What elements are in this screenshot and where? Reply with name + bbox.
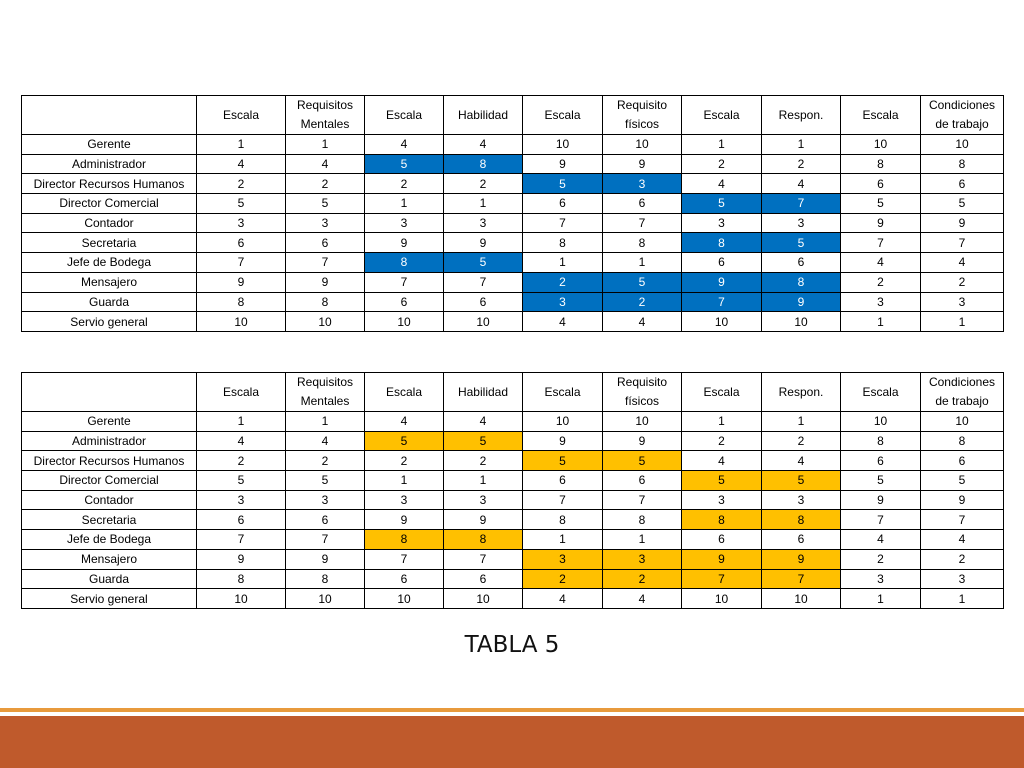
table-row [22,233,1004,253]
header-cell: Habilidad [444,373,523,412]
row-label-cell: Secretaria [22,510,197,530]
value-cell: 1 [921,312,1004,332]
value-cell: 8 [603,510,682,530]
row-label-cell: Gerente [22,135,197,155]
value-cell: 9 [841,213,921,233]
value-cell: 1 [841,312,921,332]
value-cell: 7 [921,510,1004,530]
value-cell: 7 [444,272,523,292]
value-cell: 2 [921,272,1004,292]
value-cell: 3 [286,213,365,233]
value-cell: 3 [762,490,841,510]
value-cell: 9 [921,490,1004,510]
value-cell: 9 [762,292,841,312]
value-cell: 2 [682,431,762,451]
table-header [22,96,1004,135]
value-cell: 6 [762,530,841,550]
value-cell: 3 [365,490,444,510]
value-cell: 9 [197,272,286,292]
value-cell: 2 [921,549,1004,569]
table-row [22,135,1004,155]
value-cell: 6 [762,253,841,273]
value-cell: 6 [841,451,921,471]
row-label-cell: Contador [22,490,197,510]
value-cell: 7 [365,549,444,569]
value-cell: 6 [523,471,603,491]
value-cell: 1 [197,135,286,155]
value-cell: 9 [921,213,1004,233]
value-cell: 6 [197,510,286,530]
value-cell: 5 [603,451,682,471]
value-cell: 6 [921,451,1004,471]
value-cell: 3 [603,174,682,194]
table-row [22,471,1004,491]
header-cell: Requisito físicos [603,96,682,135]
value-cell: 9 [286,272,365,292]
value-cell: 2 [841,272,921,292]
row-label-cell: Administrador [22,431,197,451]
value-cell: 8 [682,510,762,530]
value-cell: 8 [365,530,444,550]
value-cell: 1 [841,589,921,609]
table-row [22,569,1004,589]
value-cell: 5 [365,154,444,174]
value-cell: 8 [197,292,286,312]
value-cell: 5 [841,471,921,491]
evaluation-table-adjusted [21,372,1004,609]
row-label-cell: Director Comercial [22,471,197,491]
row-label-cell: Guarda [22,292,197,312]
value-cell: 4 [197,154,286,174]
row-label-cell: Contador [22,213,197,233]
value-cell: 7 [682,292,762,312]
value-cell: 3 [197,213,286,233]
value-cell: 8 [841,431,921,451]
value-cell: 10 [286,312,365,332]
footer-accent-line [0,708,1024,712]
value-cell: 5 [523,174,603,194]
value-cell: 5 [444,431,523,451]
header-cell: Requisitos Mentales [286,373,365,412]
table-row [22,174,1004,194]
row-label-cell: Jefe de Bodega [22,530,197,550]
row-label-cell: Director Comercial [22,194,197,214]
value-cell: 10 [682,589,762,609]
header-cell: Escala [197,96,286,135]
evaluation-table-original [21,95,1004,332]
value-cell: 4 [603,312,682,332]
value-cell: 5 [444,253,523,273]
value-cell: 8 [197,569,286,589]
table-row [22,412,1004,432]
value-cell: 9 [603,431,682,451]
header-cell-blank [22,373,197,412]
value-cell: 3 [762,213,841,233]
table-row [22,530,1004,550]
value-cell: 4 [682,174,762,194]
footer-band [0,716,1024,768]
header-cell: Respon. [762,373,841,412]
value-cell: 7 [444,549,523,569]
value-cell: 7 [682,569,762,589]
table-row [22,589,1004,609]
value-cell: 1 [921,589,1004,609]
table-row [22,312,1004,332]
table-row [22,272,1004,292]
value-cell: 5 [286,194,365,214]
value-cell: 7 [286,530,365,550]
value-cell: 6 [444,292,523,312]
value-cell: 8 [523,233,603,253]
row-label-cell: Mensajero [22,272,197,292]
header-cell: Escala [523,96,603,135]
value-cell: 10 [603,412,682,432]
value-cell: 9 [523,154,603,174]
header-cell: Escala [365,96,444,135]
value-cell: 5 [762,471,841,491]
value-cell: 9 [365,233,444,253]
value-cell: 10 [841,412,921,432]
value-cell: 1 [523,530,603,550]
value-cell: 8 [603,233,682,253]
value-cell: 5 [286,471,365,491]
value-cell: 8 [682,233,762,253]
row-label-cell: Mensajero [22,549,197,569]
value-cell: 1 [197,412,286,432]
header-cell: Condiciones de trabajo [921,373,1004,412]
slide-caption: TABLA 5 [464,632,560,658]
value-cell: 1 [682,412,762,432]
value-cell: 1 [444,471,523,491]
value-cell: 2 [444,451,523,471]
value-cell: 6 [286,510,365,530]
header-cell: Escala [197,373,286,412]
value-cell: 4 [365,135,444,155]
value-cell: 7 [523,490,603,510]
value-cell: 8 [841,154,921,174]
value-cell: 8 [444,154,523,174]
value-cell: 3 [921,569,1004,589]
value-cell: 10 [444,589,523,609]
value-cell: 2 [197,174,286,194]
row-label-cell: Director Recursos Humanos [22,174,197,194]
value-cell: 9 [603,154,682,174]
header-cell-blank [22,96,197,135]
header-cell: Respon. [762,96,841,135]
row-label-cell: Servio general [22,312,197,332]
value-cell: 3 [921,292,1004,312]
table-row [22,194,1004,214]
value-cell: 2 [523,569,603,589]
value-cell: 9 [841,490,921,510]
value-cell: 7 [197,253,286,273]
value-cell: 3 [682,213,762,233]
value-cell: 7 [523,213,603,233]
value-cell: 10 [841,135,921,155]
value-cell: 3 [444,213,523,233]
value-cell: 3 [286,490,365,510]
value-cell: 10 [682,312,762,332]
value-cell: 8 [523,510,603,530]
value-cell: 9 [286,549,365,569]
value-cell: 2 [365,451,444,471]
value-cell: 1 [444,194,523,214]
value-cell: 4 [762,451,841,471]
value-cell: 3 [365,213,444,233]
value-cell: 10 [523,135,603,155]
value-cell: 4 [921,530,1004,550]
value-cell: 5 [365,431,444,451]
value-cell: 2 [762,154,841,174]
header-cell: Escala [365,373,444,412]
value-cell: 7 [841,233,921,253]
value-cell: 4 [444,135,523,155]
value-cell: 1 [603,530,682,550]
row-label-cell: Director Recursos Humanos [22,451,197,471]
row-label-cell: Administrador [22,154,197,174]
value-cell: 3 [603,549,682,569]
value-cell: 7 [762,194,841,214]
value-cell: 9 [682,549,762,569]
value-cell: 4 [444,412,523,432]
value-cell: 1 [603,253,682,273]
value-cell: 9 [682,272,762,292]
table-row [22,451,1004,471]
table-row [22,510,1004,530]
value-cell: 2 [523,272,603,292]
row-label-cell: Secretaria [22,233,197,253]
value-cell: 2 [286,451,365,471]
value-cell: 4 [523,589,603,609]
header-cell: Requisitos Mentales [286,96,365,135]
value-cell: 1 [286,135,365,155]
value-cell: 6 [365,292,444,312]
value-cell: 4 [603,589,682,609]
value-cell: 5 [921,194,1004,214]
value-cell: 6 [603,194,682,214]
value-cell: 2 [603,292,682,312]
value-cell: 2 [841,549,921,569]
value-cell: 6 [682,253,762,273]
value-cell: 3 [682,490,762,510]
row-label-cell: Guarda [22,569,197,589]
value-cell: 1 [365,471,444,491]
header-cell: Escala [682,96,762,135]
header-cell: Escala [841,96,921,135]
value-cell: 6 [523,194,603,214]
row-label-cell: Jefe de Bodega [22,253,197,273]
value-cell: 7 [197,530,286,550]
value-cell: 6 [841,174,921,194]
value-cell: 7 [365,272,444,292]
value-cell: 4 [682,451,762,471]
value-cell: 6 [365,569,444,589]
table-row [22,549,1004,569]
value-cell: 3 [841,569,921,589]
value-cell: 4 [286,154,365,174]
value-cell: 3 [523,292,603,312]
value-cell: 3 [444,490,523,510]
table-row [22,431,1004,451]
value-cell: 5 [682,194,762,214]
row-label-cell: Gerente [22,412,197,432]
value-cell: 6 [682,530,762,550]
value-cell: 8 [762,272,841,292]
value-cell: 3 [197,490,286,510]
header-cell: Escala [682,373,762,412]
value-cell: 2 [365,174,444,194]
value-cell: 6 [197,233,286,253]
value-cell: 10 [921,412,1004,432]
value-cell: 2 [197,451,286,471]
value-cell: 5 [921,471,1004,491]
value-cell: 2 [762,431,841,451]
value-cell: 4 [841,530,921,550]
table-row [22,213,1004,233]
value-cell: 5 [762,233,841,253]
value-cell: 10 [197,589,286,609]
row-label-cell: Servio general [22,589,197,609]
value-cell: 6 [286,233,365,253]
value-cell: 9 [444,510,523,530]
value-cell: 6 [444,569,523,589]
value-cell: 4 [762,174,841,194]
value-cell: 8 [444,530,523,550]
value-cell: 10 [365,589,444,609]
value-cell: 1 [762,412,841,432]
value-cell: 2 [286,174,365,194]
value-cell: 8 [921,154,1004,174]
value-cell: 6 [603,471,682,491]
value-cell: 7 [286,253,365,273]
value-cell: 3 [523,549,603,569]
value-cell: 5 [197,194,286,214]
table-header [22,373,1004,412]
header-cell: Escala [841,373,921,412]
value-cell: 9 [197,549,286,569]
value-cell: 9 [444,233,523,253]
value-cell: 5 [197,471,286,491]
value-cell: 1 [365,194,444,214]
value-cell: 1 [523,253,603,273]
value-cell: 10 [444,312,523,332]
table-row [22,253,1004,273]
value-cell: 7 [762,569,841,589]
value-cell: 10 [603,135,682,155]
value-cell: 7 [603,213,682,233]
table-row [22,154,1004,174]
value-cell: 10 [762,312,841,332]
value-cell: 4 [921,253,1004,273]
table-row [22,292,1004,312]
value-cell: 1 [762,135,841,155]
value-cell: 2 [444,174,523,194]
value-cell: 1 [286,412,365,432]
value-cell: 5 [682,471,762,491]
value-cell: 8 [286,292,365,312]
value-cell: 4 [523,312,603,332]
header-cell: Condiciones de trabajo [921,96,1004,135]
table-row [22,490,1004,510]
value-cell: 7 [603,490,682,510]
value-cell: 5 [841,194,921,214]
value-cell: 10 [197,312,286,332]
value-cell: 2 [682,154,762,174]
value-cell: 10 [762,589,841,609]
value-cell: 7 [841,510,921,530]
header-cell: Escala [523,373,603,412]
value-cell: 9 [365,510,444,530]
value-cell: 4 [841,253,921,273]
value-cell: 7 [921,233,1004,253]
value-cell: 8 [365,253,444,273]
value-cell: 8 [921,431,1004,451]
value-cell: 3 [841,292,921,312]
value-cell: 4 [286,431,365,451]
value-cell: 5 [603,272,682,292]
value-cell: 10 [365,312,444,332]
value-cell: 2 [603,569,682,589]
value-cell: 8 [286,569,365,589]
value-cell: 4 [197,431,286,451]
value-cell: 10 [523,412,603,432]
header-cell: Requisito físicos [603,373,682,412]
value-cell: 8 [762,510,841,530]
value-cell: 10 [921,135,1004,155]
value-cell: 9 [523,431,603,451]
value-cell: 10 [286,589,365,609]
value-cell: 5 [523,451,603,471]
value-cell: 6 [921,174,1004,194]
value-cell: 4 [365,412,444,432]
value-cell: 9 [762,549,841,569]
value-cell: 1 [682,135,762,155]
header-cell: Habilidad [444,96,523,135]
